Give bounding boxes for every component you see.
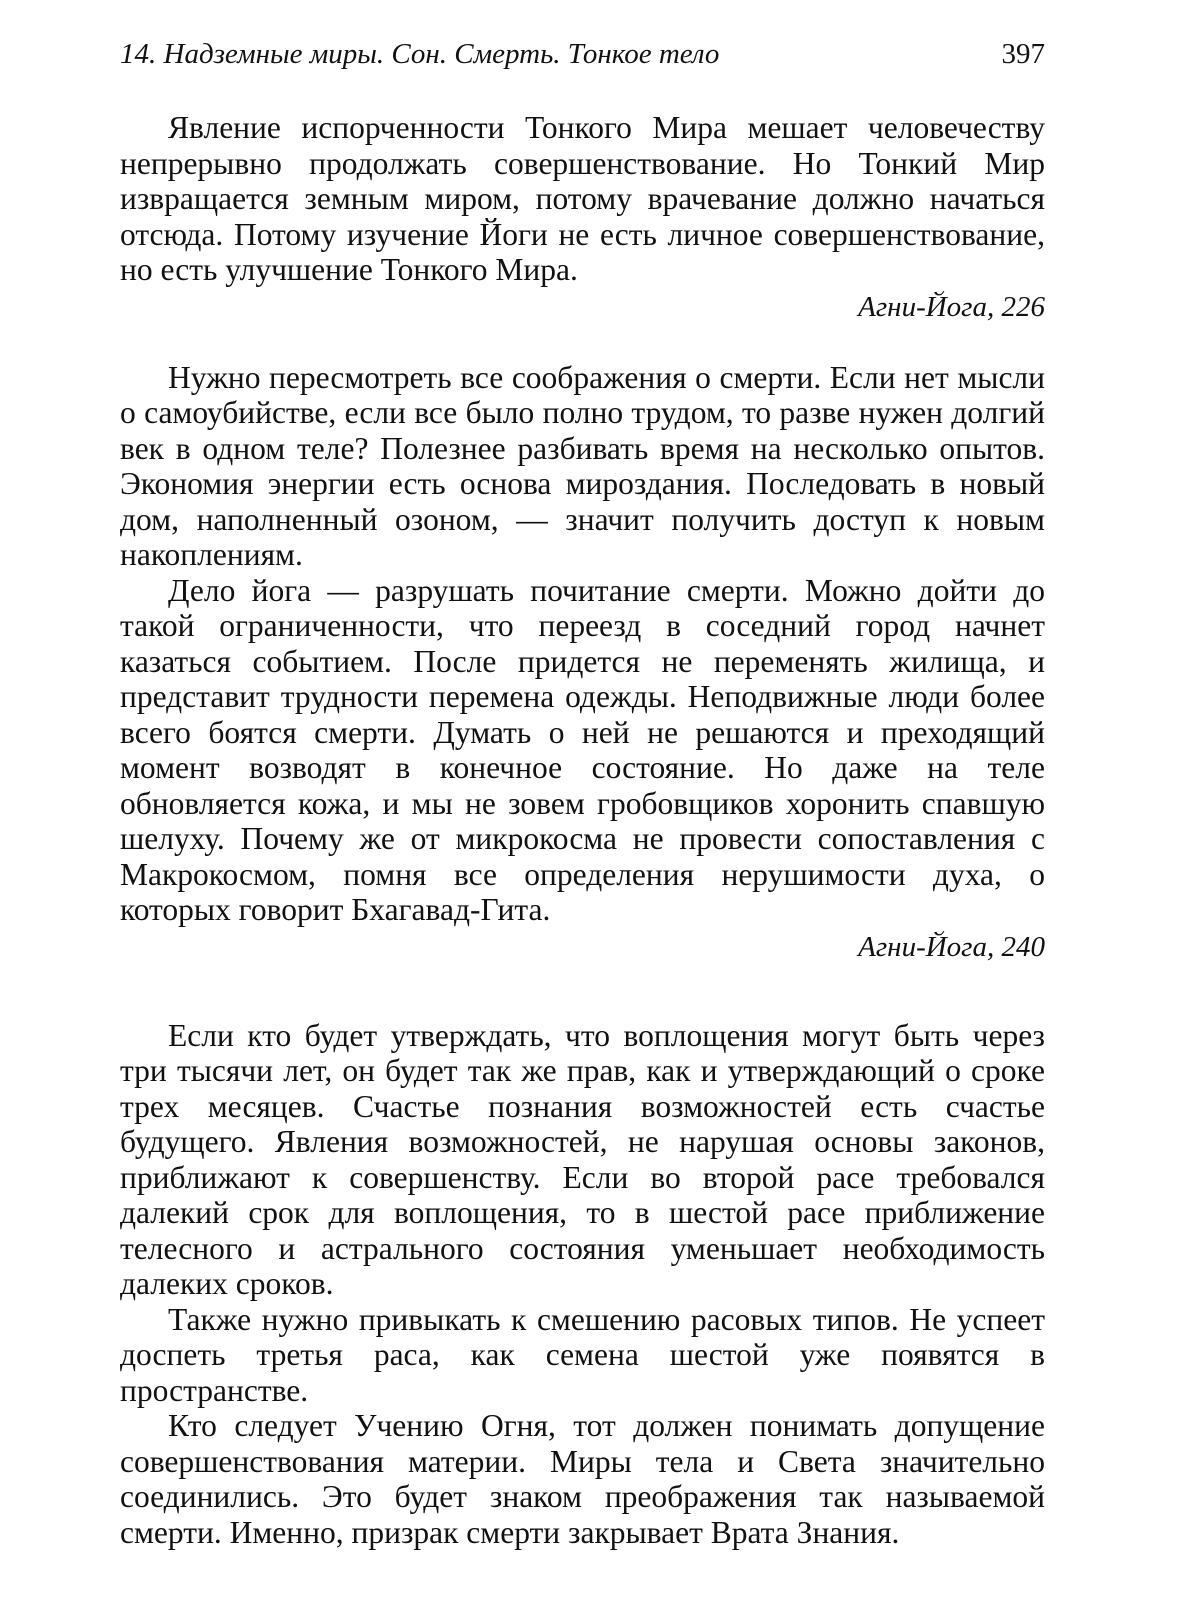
section-2 (120, 360, 1045, 966)
source-citation: Агни-Йога, 226 (858, 290, 1045, 323)
running-head: 14. Надземные миры. Сон. Смерть. Тонкое тело (120, 38, 720, 70)
section-1 (120, 110, 1045, 326)
page-header (120, 34, 1045, 74)
paragraph: Также нужно привыкать к смешению расовых типов. Не успеет доспеть третья раса, как семена шестой уже появятся в пространстве. (120, 1301, 1045, 1408)
section-3 (120, 1018, 1045, 1551)
paragraph: Если кто будет утверждать, что воплощения могут быть через три тысячи лет, он будет так же прав, как и утверждающий о сроке трех месяцев. Счастье познания возможностей есть счастье будущего. Явления возможностей, не нарушая основы законов, приближают к совершенству. Если во второй расе требовался далекий срок для воплощения, то в шестой расе приближение телесного и астрального состояния уменьшает необходимость далеких сроков. (120, 1017, 1045, 1301)
paragraph: Кто следует Учению Огня, тот должен понимать допущение совершенствования материи. Миры тела и Света значительно соединились. Это будет знаком преображения так называемой смерти. Именно, призрак смерти закрывает Врата Знания. (120, 1408, 1045, 1550)
book-page (120, 34, 1045, 1550)
spacer (120, 326, 1045, 360)
paragraph: Нужно пересмотреть все соображения о смерти. Если нет мысли о самоубийстве, если все было полно трудом, то разве нужен долгий век в одном теле? Полезнее разбивать время на несколько опытов. Экономия энергии есть основа мироздания. Последовать в новый дом, наполненный озоном, — значит получить доступ к новым накоплениям. (120, 359, 1045, 572)
source-citation: Агни-Йога, 240 (858, 930, 1045, 963)
paragraph: Дело йога — разрушать почитание смерти. Можно дойти до такой ограниченности, что переезд в соседний город начнет казаться событием. После придется не переменять жилища, и представит трудности перемена одежды. Неподвижные люди более всего боятся смерти. Думать о ней не решаются и преходящий момент возводят в конечное состояние. Но даже на теле обновляется кожа, и мы не зовем гробовщиков хоронить спавшую шелуху. Почему же от микрокосма не провести сопоставления с Макрокосмом, помня все определения нерушимости духа, о которых говорит Бхагавад-Гита. (120, 572, 1045, 927)
page-number: 397 (1001, 38, 1045, 70)
paragraph: Явление испорченности Тонкого Мира мешает человечеству непрерывно продолжать совершенствование. Но Тонкий Мир извращается земным миром, потому врачевание должно начаться отсюда. Потому изучение Йоги не есть личное совершенствование, но есть улучшение Тонкого Мира. (120, 110, 1045, 287)
spacer (120, 966, 1045, 1018)
